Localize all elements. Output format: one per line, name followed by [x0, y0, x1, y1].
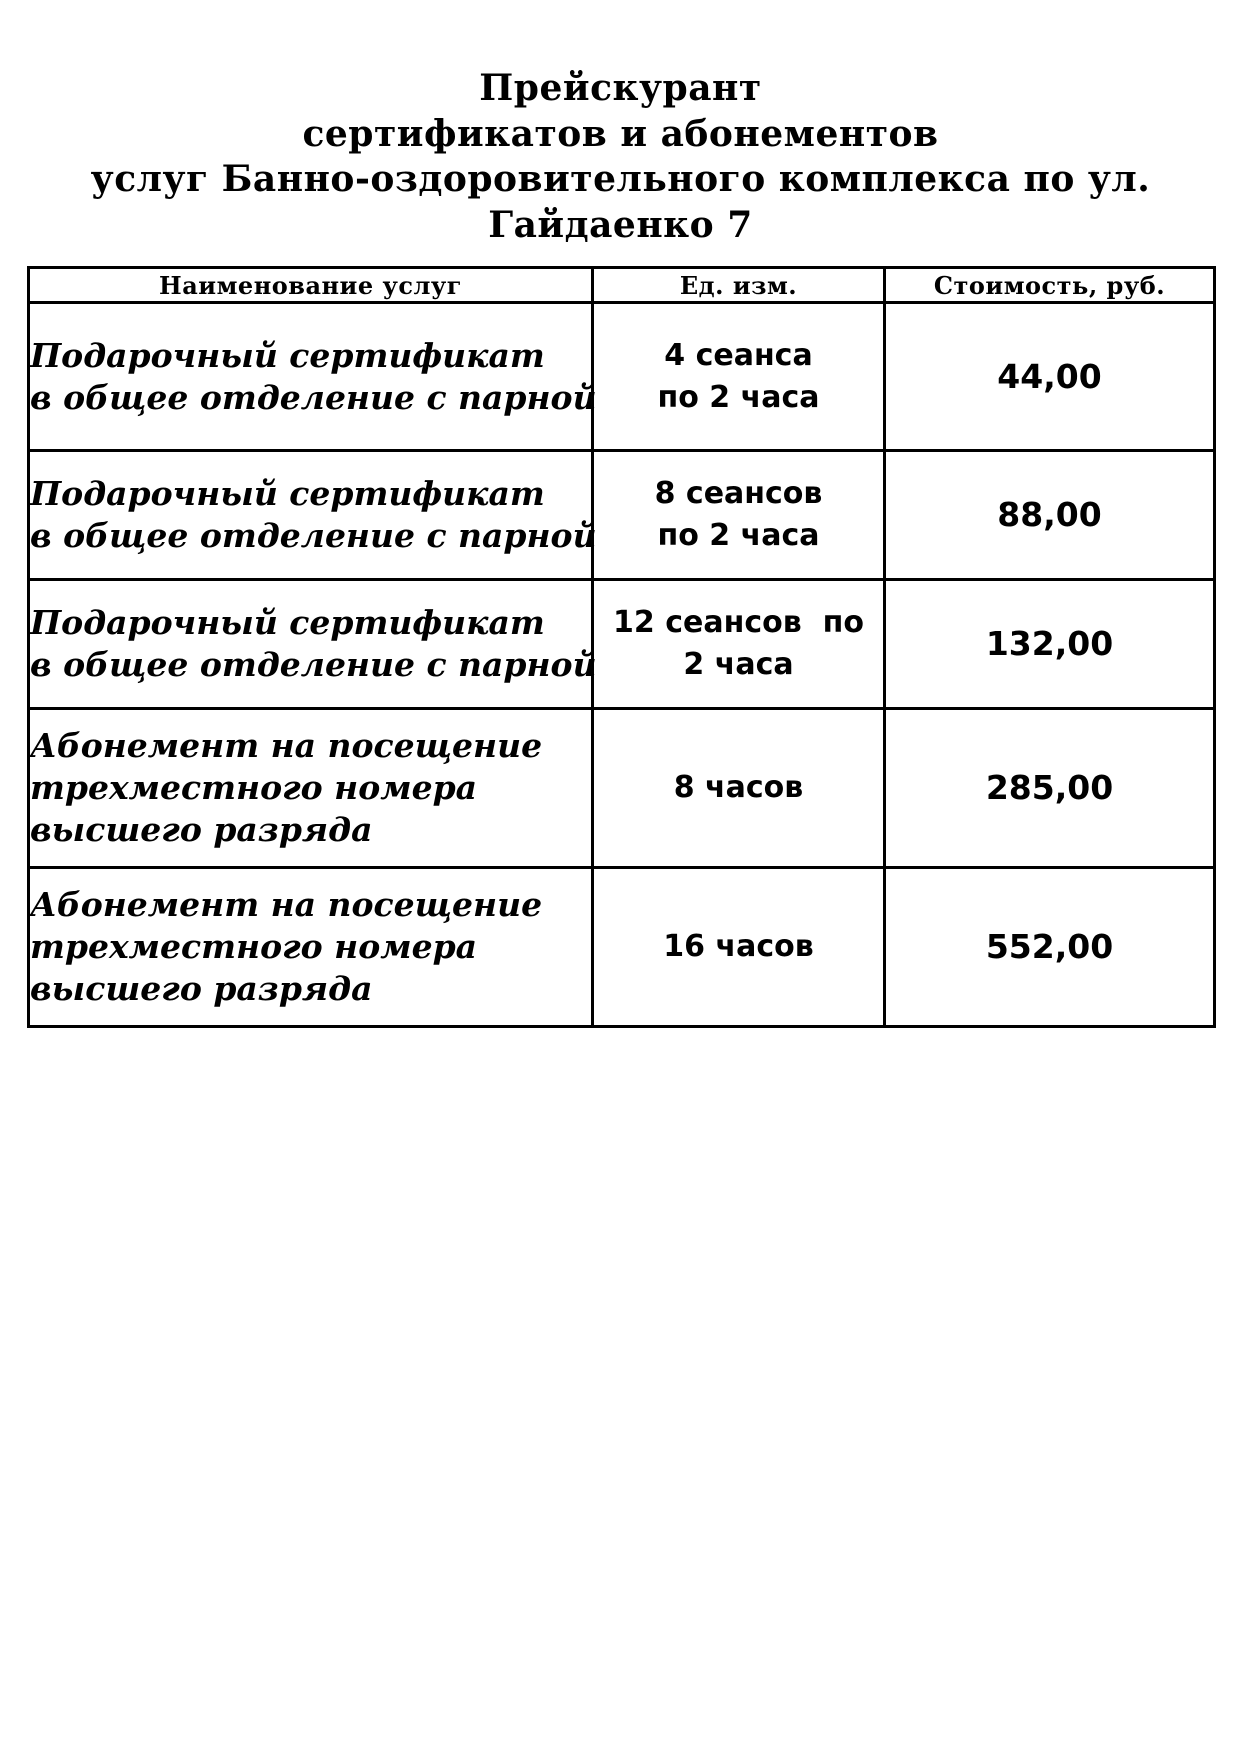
- service-name-line: Подарочный сертификат: [30, 474, 545, 513]
- price-table: [27, 266, 1216, 1028]
- service-name-line: Абонемент на посещение: [30, 885, 543, 924]
- service-name-line: высшего разряда: [30, 810, 373, 849]
- service-name-line: в общее отделение с парной: [30, 377, 597, 417]
- unit-cell: [593, 580, 885, 709]
- service-name-line: Абонемент на посещение: [30, 726, 543, 765]
- unit-line: 8 часов: [673, 770, 804, 805]
- service-name-cell: [29, 303, 597, 451]
- table-row: [29, 580, 1215, 709]
- table-row: [29, 303, 1215, 451]
- service-name-line: трехместного номера: [30, 768, 478, 807]
- cost-cell: 285,00: [885, 709, 1215, 868]
- title-line: сертификатов и абонементов: [302, 112, 939, 155]
- cost-cell: 44,00: [885, 303, 1215, 451]
- unit-line: по 2 часа: [657, 518, 820, 553]
- service-name-line: Подарочный сертификат: [30, 603, 545, 642]
- table-row: [29, 709, 1215, 868]
- title-line: Гайдаенко 7: [488, 203, 753, 246]
- service-name-cell: [29, 868, 593, 1027]
- service-name-cell: [29, 451, 597, 580]
- service-name-line: высшего разряда: [30, 969, 373, 1008]
- unit-line: 2 часа: [683, 647, 794, 682]
- table-row: [29, 451, 1215, 580]
- column-header-cost: Стоимость, руб.: [885, 268, 1215, 303]
- service-name-line: в общее отделение с парной: [30, 645, 597, 684]
- column-header-unit: Ед. изм.: [593, 268, 885, 303]
- unit-line: 8 сеансов: [654, 476, 823, 511]
- unit-cell: [593, 709, 885, 868]
- column-header-name: Наименование услуг: [29, 268, 593, 303]
- unit-line: 16 часов: [663, 929, 814, 964]
- unit-line: 4 сеанса: [664, 337, 813, 373]
- table-header-row: [29, 268, 1215, 303]
- service-name-line: в общее отделение с парной: [30, 516, 597, 555]
- table-row: [29, 868, 1215, 1027]
- cost-cell: 88,00: [885, 451, 1215, 580]
- unit-cell: [593, 451, 885, 580]
- title-line: услуг Банно-оздоровительного комплекса по ул.: [90, 158, 1151, 200]
- unit-line: 12 сеансов по: [613, 605, 864, 640]
- cost-cell: 552,00: [885, 868, 1215, 1027]
- service-name-line: трехместного номера: [30, 927, 478, 966]
- service-name-cell: [29, 709, 593, 868]
- service-name-cell: [29, 580, 597, 709]
- unit-line: по 2 часа: [657, 379, 820, 415]
- title-line: Прейскурант: [479, 67, 762, 109]
- page-title: [0, 66, 1241, 248]
- unit-cell: [593, 303, 885, 451]
- cost-cell: 132,00: [885, 580, 1215, 709]
- unit-cell: [593, 868, 885, 1027]
- service-name-line: Подарочный сертификат: [30, 335, 545, 375]
